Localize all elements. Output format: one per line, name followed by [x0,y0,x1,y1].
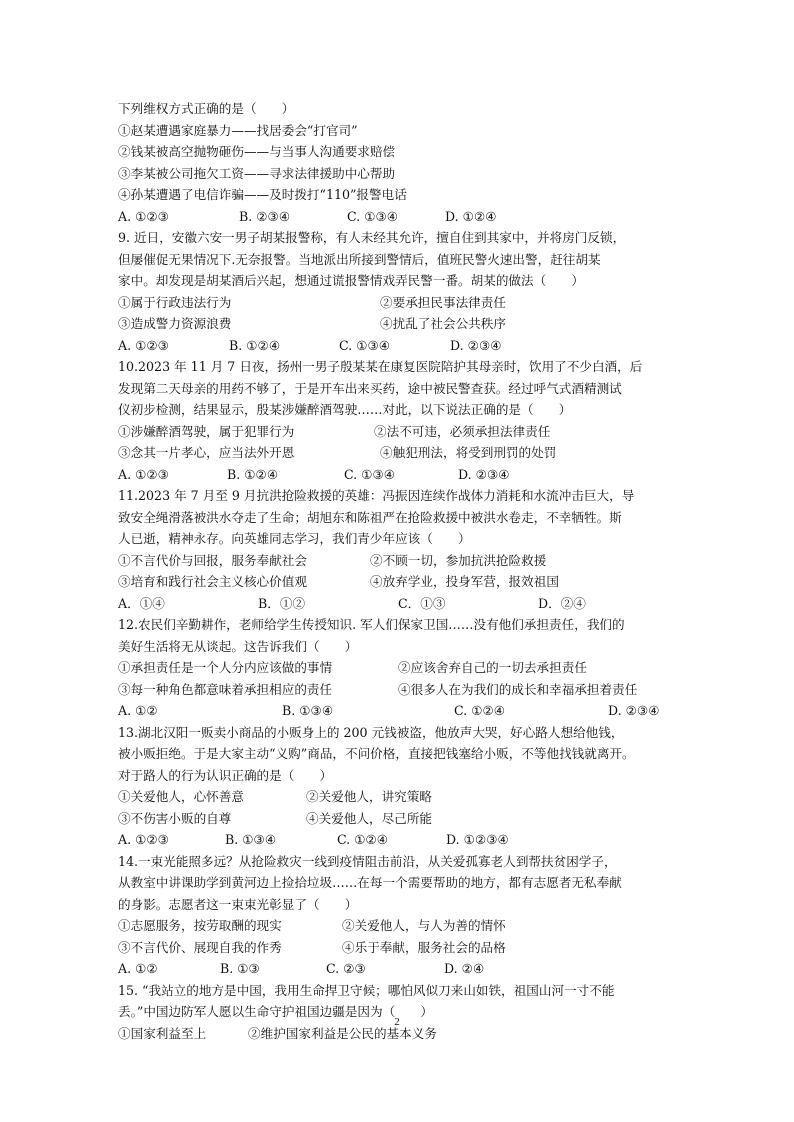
option: ④关爱他人，尽己所能 [306,810,432,826]
question-stem: 家中。却发现是胡某酒后兴起，想通过谎报警情戏弄民警一番。胡某的做法（ ） [118,273,584,288]
answer-d: D. ①②④ [445,208,497,224]
question-stem: 但屡催促无果情况下.无奈报警。当地派出所接到警情后，值班民警火速出警，赶往胡某 [118,251,601,267]
option: ①关爱他人，心怀善意 [118,789,244,804]
option: ②钱某被高空抛物砸伤——与当事人沟通要求赔偿 [118,144,396,159]
option: ①承担责任是一个人分内应该做的事情 [118,660,333,675]
option: ①属于行政违法行为 [118,294,232,310]
question-stem: 9. 近日，安徽六安一男子胡某报警称，有人未经其允许，擅自住到其家中，并将房门反锁， [118,230,626,245]
question-stem: 发现第二天母亲的用药不够了，于是开车出来买药，途中被民警查获。经过呼气式酒精测试 [118,380,622,396]
question-stem: 15. “我站立的地方是中国，我用生命捍卫守候；哪怕风似刀来山如铁，祖国山河一寸不能 [118,982,615,998]
option: ①国家利益至上 [118,1025,207,1041]
question-stem: 仪初步检测，结果显示，殷某涉嫌醉酒驾驶……对此，以下说法正确的是（ ） [118,402,572,417]
answer-b: B．①② [258,595,306,611]
option: ④乐于奉献，服务社会的品格 [342,939,506,955]
question-stem: 11.2023 年 7 月至 9 月抗洪抢险救援的英雄：冯振因连续作战体力消耗和水流冲击巨大，导 [118,488,635,503]
question-stem: 丢。”中国边防军人愿以生命守护祖国边疆是因为（ ） [118,1004,433,1019]
answer-c: C. ①②④ [454,703,506,718]
answer-d: D. ②③④ [608,703,660,718]
answer-row [118,593,678,615]
answer-c: C. ①②④ [337,832,389,847]
option: ②法不可违，必须承担法律责任 [374,423,551,439]
option: ③念其一片孝心，应当法外开恩 [118,445,295,460]
exam-page [118,98,678,1044]
answer-d: D. ①②③④ [446,832,509,847]
answer-b: B. ①②④ [227,466,279,482]
answer-a: A. ①② [118,961,158,976]
answer-b: B. ①③④ [282,703,334,718]
answer-a: A. ①②③ [118,466,169,482]
question-stem: 对于路人的行为认识正确的是（ ） [118,767,333,783]
option-row [118,937,678,959]
option: ③不伤害小贩的自尊 [118,810,232,826]
option-row [118,292,678,314]
option-row [118,679,678,701]
option: ②不顾一切，参加抗洪抢险救援 [370,552,547,568]
option: ③培育和践行社会主义核心价值观 [118,574,307,589]
answer-c: C. ②③ [326,961,366,976]
answer-a: A．①④ [118,595,165,611]
answer-a: A. ①②③ [118,832,169,847]
answer-d: D. ②③④ [458,466,510,482]
question-stem: 美好生活将无从谈起。这告诉我们（ ） [118,638,358,654]
question-stem: 被小贩拒绝。于是大家主动“义购”商品，不问价格，直接把钱塞给小贩，不等他找钱就离开。 [118,746,635,761]
option-row [118,786,678,808]
option: ②关爱他人，与人为善的情怀 [342,918,506,933]
option-row [118,550,678,572]
answer-c: C. ①③④ [347,208,399,224]
option: ②应该舍弃自己的一切去承担责任 [398,660,587,675]
answer-c: C. ①③④ [344,466,396,482]
question-stem: 的身影。志愿者这一束束光彰显了（ ） [118,896,358,912]
answer-row [118,829,678,851]
option-row [118,808,678,830]
answer-row [118,700,678,722]
question-stem: 下列维权方式正确的是（ ） [118,101,295,116]
answer-b: B. ①③④ [225,832,277,847]
option: ④放弃学业，投身军营，报效祖国 [370,574,559,589]
answer-c: C. ①③④ [339,337,391,353]
answer-b: B. ①②④ [229,337,281,353]
answer-a: A. ①②③ [118,208,169,224]
answer-b: B. ①③ [220,961,260,976]
option-row [118,421,678,443]
answer-row [118,958,678,980]
question-stem: 从教室中讲课助学到黄河边上捡拾垃圾……在每一个需要帮助的地方，都有志愿者无私奉献 [118,875,622,890]
option: ④扰乱了社会公共秩序 [380,316,506,331]
option: ④孙某遭遇了电信诈骗——及时拨打“110”报警电话 [118,187,407,202]
option-row [118,657,678,679]
answer-d: D. ②④ [444,961,485,976]
option: ②要承担民事法律责任 [380,294,506,310]
question-stem: 10.2023 年 11 月 7 日夜，扬州一男子殷某某在康复医院陪护其母亲时，饮用了不少白酒，后 [118,359,643,374]
option: ④触犯刑法，将受到刑罚的处罚 [380,445,557,460]
answer-b: B. ②③④ [239,208,291,224]
question-stem: 12.农民们辛勤耕作，老师给学生传授知识. 军人们保家卫国……没有他们承担责任，我们的 [118,617,625,632]
answer-a: A. ①② [118,703,158,718]
option: ①赵某遭遇家庭暴力——找居委会“打官司” [118,122,358,138]
answer-d: D. ②③④ [450,337,502,353]
option: ②关爱他人，讲究策略 [306,789,432,804]
answer-row [118,206,678,228]
option: ①涉嫌醉酒驾驶，属于犯罪行为 [118,423,295,439]
answer-row [118,464,678,486]
page-number: 2 [394,1016,400,1028]
option-row [118,442,678,464]
option: ①志愿服务，按劳取酬的现实 [118,918,282,933]
option: ③造成警力资源浪费 [118,316,232,331]
question-stem: 13.湖北汉阳一贩卖小商品的小贩身上的 200 元钱被盗，他放声大哭，好心路人想给他钱， [118,724,624,740]
answer-row [118,335,678,357]
option-row [118,915,678,937]
answer-c: C．①③ [398,595,446,611]
answer-a: A. ①②③ [118,337,169,353]
question-stem: 人已逝，精神永存。向英雄同志学习，我们青少年应该（ ） [118,531,471,546]
option: ①不言代价与回报，服务奉献社会 [118,552,307,568]
option: ③每一种角色都意味着承担相应的责任 [118,681,333,697]
option: ③李某被公司拖欠工资——寻求法律援助中心帮助 [118,165,396,181]
option: ③不言代价、展现自我的作秀 [118,939,282,955]
option: ②维护国家利益是公民的基本义务 [248,1025,437,1041]
option: ④很多人在为我们的成长和幸福承担着责任 [398,681,638,697]
option-row [118,571,678,593]
answer-d: D．②④ [538,595,586,611]
question-stem: 14.一束光能照多远？从抢险救灾一线到疫情阻击前沿，从关爱孤寡老人到帮扶贫困学子， [118,853,617,869]
option-row [118,313,678,335]
question-stem: 致安全绳滑落被洪水夺走了生命；胡旭东和陈祖严在抢险救援中被洪水卷走，不幸牺牲。斯 [118,509,622,525]
